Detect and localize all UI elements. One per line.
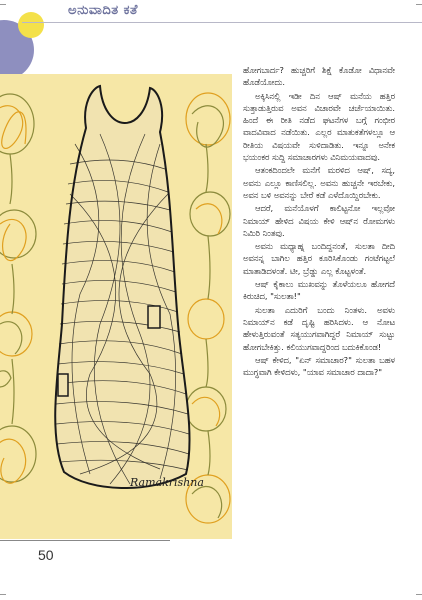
- left-decorative-scribbles: [0, 94, 36, 483]
- story-paragraph: ಆದರೆ, ಮನೆಯೊಳಗೆ ಕಾಲಿಟ್ಟನೋ ಇಲ್ಲವೋ ನಿಮಾಯ್ ಹೇಳಿದ ವಿಷಯ ಕೇಳಿ ಆಷ್‌ನ ರೋಮಗಳು ನಿಮಿರಿ ನಿಂತವು.: [243, 203, 395, 238]
- artist-signature: Ramakrishna: [130, 476, 204, 489]
- story-illustration: [0, 74, 232, 539]
- page-header: [0, 0, 422, 30]
- story-text-column: [243, 64, 395, 379]
- crop-mark: [416, 594, 422, 595]
- story-paragraph: ಆಷ್ ಕೇಳಿದ, "ಏನ್ ಸಮಾಚಾರ?" ಸುಲತಾ ಬಹಳ ಮುಗ್ಧವಾಗಿ ಕೇಳಿದಳು, "ಯಾವ ಸಮಾಚಾರ ದಾದಾ?": [243, 354, 395, 378]
- crop-mark: [0, 594, 6, 595]
- decorative-circle-yellow: [18, 12, 44, 38]
- header-rule: [22, 22, 422, 23]
- footer-rule: [0, 540, 170, 541]
- story-paragraph: ಆತಂಕದಿಂದಲೇ ಮನೆಗೆ ಮರಳಿದ ಆಷ್, ಸದ್ಯ, ಅವನು ಎಲ್ಲೂ ಕಾಣಿಸಲಿಲ್ಲ. ಅವನು ಹುಚ್ಚನೇ ಇರಬೇಕು, ಅವನ ಬಳಿ ಅವನನ್ನು ಬೇರೆ ಕಡೆ ಎಳೆದೊಯ್ದಿರಬೇಕು.: [243, 165, 395, 200]
- story-paragraph: ಅವನು ಮಧ್ಯಾಹ್ನ ಬಂದಿದ್ದನಂತೆ, ಸುಲತಾ ದೀದಿ ಅವನನ್ನ ಬಾಗಿಲ ಹತ್ತಿರ ಕೂರಿಸಿಕೊಂಡು ಗಂಟೆಗಟ್ಟಲೆ ಮಾತಾಡಿದಳಂತೆ. ಟೀ, ಬ್ರೆಡ್ಡು ಎಲ್ಲ ಕೊಟ್ಟಳಂತೆ.: [243, 241, 395, 276]
- story-paragraph: ಅಕ್ಕಿಸಿನಲ್ಲಿ ಇಡೀ ದಿನ ಆಷ್ ಮನೆಯ ಹತ್ತಿರ ಸುತ್ತಾಡುತ್ತಿರುವ ಅವನ ವಿಚಾರವೇ ಚರ್ಚೆಯಾಯಿತು. ಹಿಂದೆ ಈ ರೀತಿ ನಡೆದ ಘಟನೆಗಳ ಬಗ್ಗೆ ಗಂಭೀರ ವಾದವಿವಾದ ನಡೆಯಿತು. ಎಲ್ಲರ ಮಾತುಕತೆಗಳಲ್ಲೂ ಆ ರೀತಿಯ ವಿಷಯವೇ ಸುಳಿದಾಡಿತು. ಇನ್ನೂ ಅನೇಕ ಭಯಂಕರ ಸುದ್ದಿ ಸಮಾಚಾರಗಳು ವಿನಿಮಯವಾದವು.: [243, 90, 395, 163]
- story-paragraph: ಆಷ್ ಕೈಕಾಲು ಮುಖವನ್ನು ತೊಳೆಯಲೂ ಹೋಗದೆ ಕಿರುಚಿದ, "ಸುಲತಾ!": [243, 279, 395, 302]
- story-paragraph: ಸುಲತಾ ಎದುರಿಗೆ ಬಂದು ನಿಂತಳು. ಅವಳು ನಿಮಾಯ್‌ನ ಕಡೆ ದೃಷ್ಟಿ ಹರಿಸಿದಳು. ಆ ನೋಟ ಹೇಳುತ್ತಿರುವಂತೆ ಸತ್ಯಯುಗವಾಗಿದ್ದರೆ ನಿಮಾಯ್ ಸುಟ್ಟು ಹೋಗಬೇಕಿತ್ತು. ಕಲಿಯುಗವಾದ್ದರಿಂದ ಬದುಕಿಕೊಂಡ!: [243, 304, 395, 352]
- page-number: 50: [38, 547, 54, 563]
- right-decorative-scribbles: [186, 93, 230, 523]
- story-paragraph: ಹೋಗಬಾರ್ದ? ಹುಚ್ಚರಿಗೆ ಶಿಕ್ಷೆ ಕೊಡೋ ವಿಧಾನವೇ ಹೊಡೆಯೋದು.: [243, 65, 395, 88]
- dress-drawing: [55, 86, 189, 488]
- section-title: ಅನುವಾದಿತ ಕತೆ: [68, 3, 138, 18]
